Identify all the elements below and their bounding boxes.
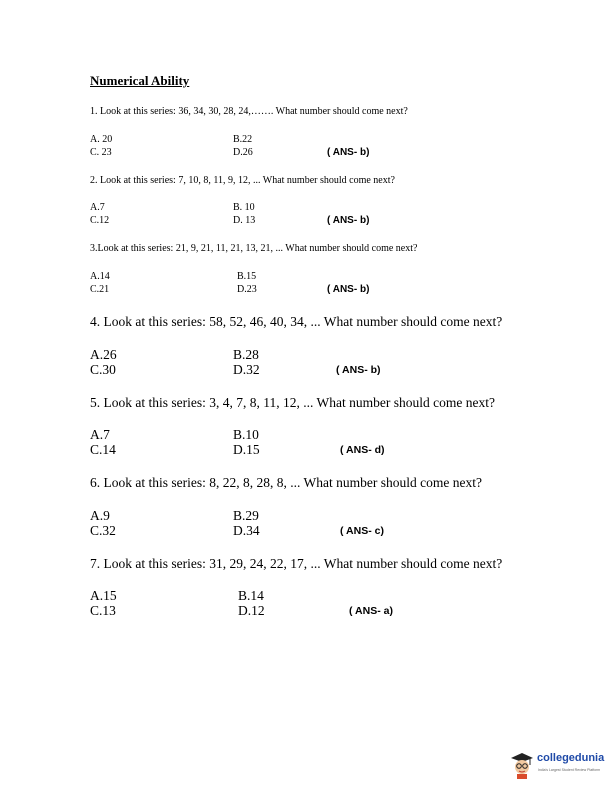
question-5: 5. Look at this series: 3, 4, 7, 8, 11, 12, ... What number should come next? [90,395,495,410]
q6-option-d: D.34 [233,523,260,538]
q2-option-a: A.7 [90,202,105,213]
q2-answer: ( ANS- b) [327,215,370,226]
q5-option-d: D.15 [233,442,260,457]
q3-option-b: B.15 [237,271,257,282]
page-title: Numerical Ability [90,73,190,88]
question-7: 7. Look at this series: 31, 29, 24, 22, 17, ... What number should come next? [90,556,503,571]
logo-tagline: India's Largest Student Review Platform [538,768,601,772]
q2-option-c: C.12 [90,215,110,226]
q6-option-b: B.29 [233,508,259,523]
q6-option-c: C.32 [90,523,116,538]
q7-answer: ( ANS- a) [349,605,393,617]
collegedunia-logo [505,748,605,782]
q6-option-a: A.9 [90,508,110,523]
q3-option-c: C.21 [90,284,110,295]
q1-option-b: B.22 [233,134,253,145]
q1-answer: ( ANS- b) [327,147,370,158]
q4-option-b: B.28 [233,347,259,362]
q3-option-a: A.14 [90,271,110,282]
q4-option-d: D.32 [233,362,260,377]
q4-option-c: C.30 [90,362,116,377]
question-2: 2. Look at this series: 7, 10, 8, 11, 9, 12, ... What number should come next? [90,175,395,186]
q3-option-d: D.23 [237,284,257,295]
question-3: 3.Look at this series: 21, 9, 21, 11, 21, 13, 21, ... What number should come next? [90,243,418,254]
question-1: 1. Look at this series: 36, 34, 30, 28, 24,……. What number should come next? [90,106,408,117]
question-4: 4. Look at this series: 58, 52, 46, 40, 34, ... What number should come next? [90,314,503,329]
q2-option-d: D. 13 [233,215,256,226]
q6-answer: ( ANS- c) [340,525,384,537]
q4-answer: ( ANS- b) [336,364,381,376]
q7-option-d: D.12 [238,603,265,618]
q7-option-a: A.15 [90,588,117,603]
q5-answer: ( ANS- d) [340,444,385,456]
q1-option-a: A. 20 [90,134,113,145]
logo-name: collegedunia [537,752,605,764]
q1-option-d: D.26 [233,147,253,158]
q3-answer: ( ANS- b) [327,284,370,295]
q5-option-b: B.10 [233,427,259,442]
q5-option-c: C.14 [90,442,116,457]
q7-option-b: B.14 [238,588,264,603]
q2-option-b: B. 10 [233,202,255,213]
question-6: 6. Look at this series: 8, 22, 8, 28, 8, ... What number should come next? [90,475,482,490]
q7-option-c: C.13 [90,603,116,618]
q4-option-a: A.26 [90,347,117,362]
q1-option-c: C. 23 [90,147,112,158]
mascot-icon [509,750,535,780]
q5-option-a: A.7 [90,427,110,442]
